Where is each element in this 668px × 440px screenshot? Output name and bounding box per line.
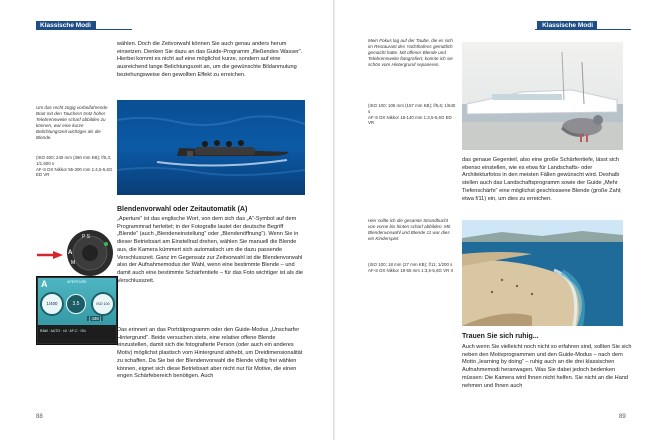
svg-text:P S: P S [82, 234, 90, 240]
section-label-left: Klassische Modi [36, 21, 96, 30]
lcd-top-label: APERTURE [67, 280, 87, 284]
right-text-bottom: Auch wenn Sie vielleicht noch nicht so erfahren sind, sollten Sie sich neben den Motivprogrammen und den Guide-Modus – nach dem Motto „learning by doing“ – ruhig auch an die drei klassischen Aufnahmemodi heranwagen. Was Sie dabei jedoch bedenken müssen: Die Kamera wird Ihnen nicht helfen. Sie nicht an die Hand nehmen und Ihnen auch [462, 344, 632, 389]
left-text-top: wählen. Doch die Zeitvorwahl können Sie auch genau anders herum einsetzen. Denken Sie dazu an das Guide-Programm „fließendes Wasser“. Hierbei kommt es nicht auf eine möglichst kurze, sondern auf eine ausreichend lange Belichtungszeit an, um die gewünschte Bildanmutung beziehungsweise den gewollten Effekt zu erreichen. [117, 41, 303, 78]
lcd-mode: A [41, 279, 48, 289]
left-exif-boat: (ISO 400; 240 mm (360 mm KB); f/5,3; 1/1.600 s AF-S DX Nikkor 55-300 mm 1:4,5-5,6G ED VR [36, 155, 113, 178]
mode-dial-image [60, 228, 122, 278]
right-exif-mid: (ISO 100; 18 mm (27 mm KB); f/11; 1/200 s AF-S DX Nikkor 18-55 mm 1:3,5-5,6G VR II [368, 262, 453, 273]
right-heading: Trauen Sie sich ruhig... [462, 333, 539, 340]
lcd-aperture: 3.5 [66, 294, 86, 314]
left-text-bottom: Das erinnert an das Porträtprogramm oder den Guide-Modus „Unscharfer Hintergrund“. Beide versuchen stets, eine relative offene Blende einzustellen, damit sich die fotografierte Person (oder auch ein anderes Motiv) möglichst plastisch vom Hintergrund abhebt, um Dreidimensionalität zu schaffen. Da Sie bei der Blendenvorwahl die Blende völlig frei wählen können, eignet sich diese Betriebsart aber nicht nur für Motive, die einen engen Schärfebereich benötigen. Auch [117, 327, 303, 380]
page-number-right: 89 [619, 414, 626, 420]
header-rule-left [36, 29, 132, 30]
right-caption-top: Mein Fokus lag auf der Taube, die es sich im Restaurant des Yachthafens gemütlich gemacht hatte. Mit offener Blende und Telebrennweite fotografiert, konnte ich sie schön vom Hintergrund separieren. [368, 38, 453, 67]
lcd-remaining: [ 436 ] [89, 316, 102, 321]
right-text-top: das genaue Gegenteil, also eine große Schärfentiefe, lässt sich ebenso einstellen, wie es etwa für Landschafts- oder Architekturfotos in den meisten Fällen gewünscht wird. Deshalb stellen auch das Landschaftsprogramm sowie der Guide „Mehr Tiefenschärfe“ eine möglichst geschlossene Blende (große Zahl; etwa f/11) ein, um dies zu erreichen. [462, 157, 622, 202]
photo-yacht-pigeon [462, 42, 623, 150]
section-label-right: Klassische Modi [537, 21, 597, 30]
photo-boat [117, 100, 305, 195]
left-text-mid: „Aperture“ ist das englische Wort, von dem sich das „A“-Symbol auf dem Programmrad herleitet; in der Fotografie lautet der deutsche Begriff „Blende“ (auch „Blendeneinstellung“ oder „Blendenöffnung“). Wenn Sie in dieser Betriebsart am Einstellrad drehen, wählen Sie manuell die Blende aus, die Kamera kümmert sich automatisch um die dazu passende Verschlusszeit. Ganz im Gegensatz zur Zeitvorwahl ist die Blendenvorwahl also der Aufnahmemodus der Wahl, wenn eine bestimmte Blende – und damit auch eine bestimmte Schärfentiefe – für das Foto wichtiger ist als die Verschlusszeit. [117, 216, 303, 284]
page-gutter [333, 0, 335, 440]
lcd-bottom-row: RAW · AUTO · ±0 · AF-C · ON [40, 329, 86, 333]
right-caption-mid: Hier sollte ich die gesamte Strandbucht von vorne bis hinten scharf abbilden. Mit Blendenvorwahl und Blende 11 war dies ein Kinderspiel. [368, 218, 451, 241]
lcd-iso: ISO 100 [91, 292, 115, 316]
red-arrow-icon [37, 246, 63, 264]
header-rule-right [535, 29, 631, 30]
right-exif-top: (ISO 100; 105 mm (157 mm KB); f/5,6; 1/640 s AF-S DX Nikkor 18-140 mm 1:3,5-5,6G ED VR [368, 103, 456, 126]
camera-lcd-display [36, 276, 118, 345]
lcd-shutter: 1/400 [40, 292, 64, 316]
left-heading: Blendenvorwahl oder Zeitautomatik (A) [117, 206, 248, 213]
svg-text:A: A [68, 250, 73, 256]
svg-text:M: M [71, 260, 76, 266]
photo-beach-bay [462, 220, 623, 326]
page-number-left: 88 [36, 414, 43, 420]
left-caption-boat: Um das recht zügig vorbeifahrende Boot mit den Tauchern trotz hoher Telebrennweite scharf abbilden zu können, war eine kurze Belichtungszeit wichtiger als die Blende. [36, 105, 108, 140]
